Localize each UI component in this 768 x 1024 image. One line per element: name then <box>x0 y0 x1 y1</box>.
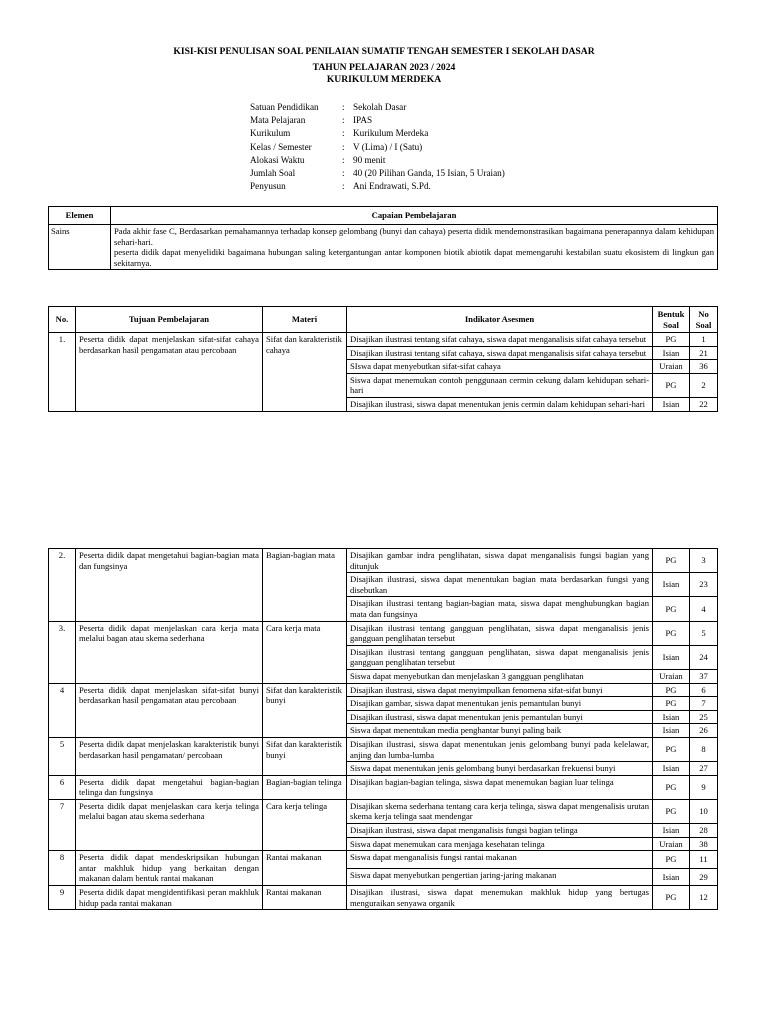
row-number: 9 <box>49 886 76 910</box>
nosoal-cell: 8 <box>690 737 718 761</box>
header-materi: Materi <box>263 307 347 333</box>
table-row <box>49 886 718 910</box>
kisi-table-page2 <box>48 548 718 910</box>
indikator-cell: Siswa dapat menemukan contoh penggunaan cermin cekung dalam kehidupan sehari-hari <box>347 373 653 397</box>
table-row <box>49 549 718 573</box>
info-value: 90 menit <box>353 154 386 165</box>
info-row <box>250 141 505 154</box>
info-colon: : <box>342 181 345 192</box>
nosoal-cell: 11 <box>690 851 718 868</box>
bentuk-cell: PG <box>653 697 690 711</box>
indikator-cell: Disajikan bagian-bagian telinga, siswa dapat menemukan bagian luar telinga <box>347 775 653 799</box>
bentuk-cell: Isian <box>653 868 690 885</box>
row-number: 7 <box>49 799 76 850</box>
nosoal-cell: 12 <box>690 886 718 910</box>
nosoal-cell: 21 <box>690 346 718 360</box>
info-colon: : <box>342 141 345 152</box>
nosoal-cell: 5 <box>690 621 718 645</box>
info-key: Kurikulum <box>250 128 291 139</box>
nosoal-cell: 10 <box>690 799 718 823</box>
tujuan-cell: Peserta didik dapat mengetahui bagian-bagian telinga dan fungsinya <box>76 775 263 799</box>
header-tujuan: Tujuan Pembelajaran <box>76 307 263 333</box>
indikator-cell: Disajikan ilustrasi, siswa dapat menentukan jenis cermin dalam kehidupan sehari-hari <box>347 397 653 411</box>
info-value: Sekolah Dasar <box>353 102 407 112</box>
row-number: 1. <box>49 333 76 412</box>
header-no: No. <box>49 307 76 333</box>
bentuk-cell: PG <box>653 851 690 868</box>
info-key: Mata Pelajaran <box>250 115 306 126</box>
tujuan-cell: Peserta didik dapat menjelaskan cara kerja mata melalui bagan atau skema sederhana <box>76 621 263 683</box>
bentuk-cell: Uraian <box>653 837 690 851</box>
row-number: 3. <box>49 621 76 683</box>
indikator-cell: Disajikan skema sederhana tentang cara kerja telinga, siswa dapat mengenalisis urutan skema kerja telinga saat mendengar <box>347 799 653 823</box>
bentuk-cell: Isian <box>653 397 690 411</box>
bentuk-cell: PG <box>653 799 690 823</box>
bentuk-cell: Isian <box>653 710 690 724</box>
table-row <box>49 621 718 645</box>
indikator-cell: Siswa dapat menganalisis fungsi rantai makanan <box>347 851 653 868</box>
capaian-paragraph-2: peserta didik dapat menyelidiki bagaimana hubungan saling ketergantungan antar komponen biotik abiotik dapat memengaruhi kestabilan suatu ekosistem di lingkun gan sekitarnya. <box>114 247 714 268</box>
materi-cell: Cara kerja mata <box>263 621 347 683</box>
info-key: Penyusun <box>250 181 286 192</box>
info-colon: : <box>342 115 345 126</box>
materi-cell: Bagian-bagian telinga <box>263 775 347 799</box>
bentuk-cell: PG <box>653 597 690 621</box>
header-no-soal: No Soal <box>690 307 718 333</box>
header-elemen: Elemen <box>49 207 111 225</box>
nosoal-cell: 22 <box>690 397 718 411</box>
row-number: 2. <box>49 549 76 622</box>
table-row <box>49 851 718 868</box>
capaian-cell <box>111 225 718 270</box>
nosoal-cell: 37 <box>690 669 718 683</box>
nosoal-cell: 6 <box>690 683 718 697</box>
table-row <box>49 775 718 799</box>
table-row <box>49 799 718 823</box>
info-row <box>250 154 505 167</box>
materi-cell: Rantai makanan <box>263 851 347 886</box>
row-number: 5 <box>49 737 76 775</box>
info-key: Jumlah Soal <box>250 168 296 179</box>
info-value: V (Lima) / I (Satu) <box>353 141 423 152</box>
bentuk-cell: Isian <box>653 824 690 838</box>
indikator-cell: Disajikan ilustrasi, siswa dapat menemukan makhluk hidup yang bertugas menguraikan senyawa organik <box>347 886 653 910</box>
indikator-cell: Disajikan ilustrasi, siswa dapat menganalisis fungsi bagian telinga <box>347 824 653 838</box>
bentuk-cell: PG <box>653 683 690 697</box>
indikator-cell: Disajikan ilustrasi tentang gangguan penglihatan, siswa dapat menganalisis jenis gangguan penglihatan tersebut <box>347 645 653 669</box>
nosoal-cell: 25 <box>690 710 718 724</box>
materi-cell: Sifat dan karakteristik cahaya <box>263 333 347 412</box>
nosoal-cell: 1 <box>690 333 718 347</box>
info-key: Alokasi Waktu <box>250 154 305 165</box>
bentuk-cell: Isian <box>653 645 690 669</box>
tujuan-cell: Peserta didik dapat menjelaskan sifat-sifat bunyi berdasarkan hasil pengamatan atau percobaan <box>76 683 263 737</box>
identity-block <box>250 101 505 193</box>
tujuan-cell: Peserta didik dapat menjelaskan sifat-sifat cahaya berdasarkan hasil pengamatan atau percobaan <box>76 333 263 412</box>
materi-cell: Sifat dan karakteristik bunyi <box>263 683 347 737</box>
row-number: 6 <box>49 775 76 799</box>
tujuan-cell: Peserta didik dapat mengidentifikasi peran makhluk hidup pada rantai makanan <box>76 886 263 910</box>
tujuan-cell: Peserta didik dapat mendeskripsikan hubungan antar makhluk hidup yang berkaitan dengan makanan dalam bentuk rantai makanan <box>76 851 263 886</box>
nosoal-cell: 2 <box>690 373 718 397</box>
nosoal-cell: 38 <box>690 837 718 851</box>
indikator-cell: Disajikan ilustrasi, siswa dapat menentukan jenis gelombang bunyi pada kelelawar, anjing dan lumba-lumba <box>347 737 653 761</box>
header-bentuk-soal: Bentuk Soal <box>653 307 690 333</box>
bentuk-cell: Uraian <box>653 669 690 683</box>
bentuk-cell: Isian <box>653 762 690 776</box>
bentuk-cell: Isian <box>653 346 690 360</box>
info-value: 40 (20 Pilihan Ganda, 15 Isian, 5 Uraian) <box>353 168 505 179</box>
bentuk-cell: PG <box>653 621 690 645</box>
capaian-table <box>48 206 718 270</box>
indikator-cell: Disajikan ilustrasi, siswa dapat menyimpulkan fenomena sifat-sifat bunyi <box>347 683 653 697</box>
bentuk-cell: PG <box>653 373 690 397</box>
info-colon: : <box>342 128 345 139</box>
indikator-cell: Disajikan ilustrasi, siswa dapat menentukan bagian mata berdasarkan fungsi yang disebutkan <box>347 573 653 597</box>
bentuk-cell: PG <box>653 775 690 799</box>
indikator-cell: Disajikan gambar, siswa dapat menentukan jenis pemantulan bunyi <box>347 697 653 711</box>
nosoal-cell: 28 <box>690 824 718 838</box>
tujuan-cell: Peserta didik dapat menjelaskan cara kerja telinga melalui bagan atau skema sederhana <box>76 799 263 850</box>
nosoal-cell: 7 <box>690 697 718 711</box>
bentuk-cell: PG <box>653 886 690 910</box>
info-colon: : <box>342 154 345 165</box>
info-row <box>250 114 505 127</box>
info-colon: : <box>342 102 345 112</box>
table-row <box>49 333 718 347</box>
info-key: Satuan Pendidikan <box>250 102 319 112</box>
info-value: Ani Endrawati, S.Pd. <box>353 181 431 192</box>
table-row <box>49 737 718 761</box>
indikator-cell: Disajikan ilustrasi tentang sifat cahaya, siswa dapat menganalisis sifat cahaya tersebut <box>347 346 653 360</box>
materi-cell: Rantai makanan <box>263 886 347 910</box>
nosoal-cell: 27 <box>690 762 718 776</box>
nosoal-cell: 24 <box>690 645 718 669</box>
elemen-cell: Sains <box>49 225 111 270</box>
bentuk-cell: Uraian <box>653 360 690 374</box>
header-indikator: Indikator Asesmen <box>347 307 653 333</box>
info-row <box>250 180 505 193</box>
info-value: Kurikulum Merdeka <box>353 128 429 139</box>
indikator-cell: Disajikan ilustrasi tentang gangguan penglihatan, siswa dapat menganalisis jenis gangguan penglihatan tersebut <box>347 621 653 645</box>
row-number: 8 <box>49 851 76 886</box>
info-row <box>250 167 505 180</box>
indikator-cell: Siswa dapat menemukan cara menjaga kesehatan telinga <box>347 837 653 851</box>
bentuk-cell: Isian <box>653 573 690 597</box>
nosoal-cell: 4 <box>690 597 718 621</box>
nosoal-cell: 9 <box>690 775 718 799</box>
doc-title-line2: TAHUN PELAJARAN 2023 / 2024 <box>312 62 456 73</box>
bentuk-cell: PG <box>653 549 690 573</box>
indikator-cell: Siswa dapat menentukan jenis gelombang bunyi berdasarkan frekuensi bunyi <box>347 762 653 776</box>
header-capaian: Capaian Pembelajaran <box>111 207 718 225</box>
kisi-table-page1 <box>48 306 718 412</box>
capaian-paragraph-1: Pada akhir fase C, Berdasarkan pemahamannya terhadap konsep gelombang (bunyi dan cahaya) peserta didik mendemonstrasikan bagaimana penerapannya dalam kehidupan sehari-hari. <box>114 226 714 247</box>
indikator-cell: SIswa dapat menyebutkan sifat-sifat cahaya <box>347 360 653 374</box>
materi-cell: Sifat dan karakteristik bunyi <box>263 737 347 775</box>
info-key: Kelas / Semester <box>250 141 312 152</box>
bentuk-cell: PG <box>653 333 690 347</box>
nosoal-cell: 3 <box>690 549 718 573</box>
indikator-cell: Disajikan ilustrasi tentang sifat cahaya, siswa dapat menganalisis sifat cahaya tersebut <box>347 333 653 347</box>
info-row <box>250 101 505 114</box>
tujuan-cell: Peserta didik dapat menjelaskan karakteristik bunyi berdasarkan hasil pengamatan/ percobaan <box>76 737 263 775</box>
tujuan-cell: Peserta didik dapat mengetahui bagian-bagian mata dan fungsinya <box>76 549 263 622</box>
info-value: IPAS <box>353 115 373 126</box>
table-row <box>49 683 718 697</box>
indikator-cell: Siswa dapat menyebutkan pengertian jaring-jaring makanan <box>347 868 653 885</box>
info-row <box>250 127 505 140</box>
indikator-cell: Disajikan ilustrasi tentang bagian-bagian mata, siswa dapat menghubungkan bagian mata dan fungsinya <box>347 597 653 621</box>
materi-cell: Bagian-bagian mata <box>263 549 347 622</box>
nosoal-cell: 23 <box>690 573 718 597</box>
nosoal-cell: 29 <box>690 868 718 885</box>
nosoal-cell: 26 <box>690 724 718 738</box>
materi-cell: Cara kerja telinga <box>263 799 347 850</box>
info-colon: : <box>342 168 345 179</box>
row-number: 4 <box>49 683 76 737</box>
bentuk-cell: PG <box>653 737 690 761</box>
indikator-cell: Disajikan gambar indra penglihatan, siswa dapat menganalisis fungsi bagian yang ditunjuk <box>347 549 653 573</box>
indikator-cell: Siswa dapat menyebutkan dan menjelaskan 3 gangguan penglihatan <box>347 669 653 683</box>
doc-title-line1: KISI-KISI PENULISAN SOAL PENILAIAN SUMATIF TENGAH SEMESTER I SEKOLAH DASAR <box>173 46 595 57</box>
bentuk-cell: Isian <box>653 724 690 738</box>
nosoal-cell: 36 <box>690 360 718 374</box>
doc-title-line3: KURIKULUM MERDEKA <box>326 74 442 85</box>
indikator-cell: Disajikan ilustrasi, siswa dapat menentukan jenis pemantulan bunyi <box>347 710 653 724</box>
indikator-cell: Siswa dapat menentukan media penghantar bunyi paling baik <box>347 724 653 738</box>
